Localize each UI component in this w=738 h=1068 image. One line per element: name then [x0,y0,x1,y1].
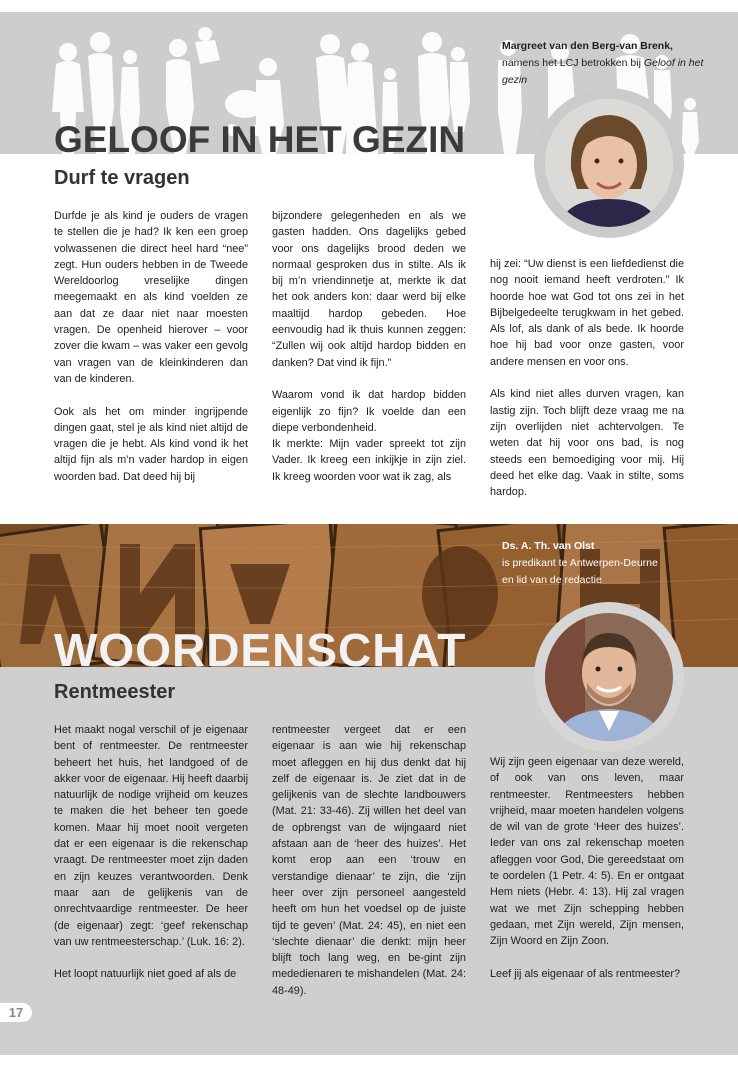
article-column-3 [490,256,684,500]
paragraph: Het loopt natuurlijk niet goed af als de [54,968,237,981]
page-number: 17 [0,1003,32,1022]
paragraph: bijzondere gelegenheden en als we gasten hadden. Ons dagelijks gebed voor ons dagelijks brood deden we normaal gesproken dus in stilte. Als ik bij m’n vriendinnetje at, merkte ik dat het ook anders kon: daar werd bij elke maaltijd hardop gebeden. Hoe eenvoudig had ik thuis kunnen zeggen: “Zullen wij ook altijd hardop bidden en danken? Dat vind ik fijn.” [272,210,466,369]
author-role: is predikant te Antwerpen-Deurne [502,557,658,569]
author-role-italic: Geloof in het gezin [502,57,704,86]
article-column-3 [490,754,684,982]
article-column-2 [272,722,466,999]
author-role: en lid van de redactie [502,574,602,586]
paragraph: rentmeester vergeet dat er een eigenaar is aan wie hij rekenschap moet afleggen en hij dus denkt dat hij zelf de eigenaar is. Je ziet dat in de gelijkenis van de slechte landbouwers (Mat. 21: 33-46). Zij willen het deel van de opbrengst van de wijngaard niet afstaan aan de ‘heer des huizes’. Het komt erop aan een ‘trouw en verstandige dienaar’ te zijn, die ‘zijn heer over zijn personeel aangesteld heeft om hun het voedsel op de juiste tijd te geven’ (Mat. 24: 45), en niet een ‘slechte dienaar’ die denkt: mijn heer blijft toch lang weg, en be-gint zijn mededienaren te mishandelen (Mat. 24: 48-49). [272,724,466,997]
section-title: WOORDENSCHAT [54,624,467,676]
section-subtitle: Durf te vragen [54,167,190,189]
author-name: Margreet van den Berg-van Brenk, [502,40,673,52]
author-portrait [545,613,673,741]
paragraph: Durfde je als kind je ouders de vragen te stellen die je had? Ik ken een groep volwassenen die direct heel hard “nee” zegt. Hun ouders hebben in de Tweede Wereldoorlog vreselijke dingen meegemaakt en als kind voelden ze aan dat ze daar niet naar moesten vragen. De openheid hierover – voor zover die kwam – was vaker een gevolg van vragen van de kleinkinderen dan van de kinderen. [54,210,248,385]
man-portrait-image [545,613,673,741]
article-column-2 [272,208,466,485]
author-name: Ds. A. Th. van Olst [502,540,595,552]
author-portrait [545,99,673,227]
section-subtitle: Rentmeester [54,681,176,703]
author-portrait-frame [534,88,684,238]
paragraph: hij zei: “Uw dienst is een liefdedienst die nog nooit iemand heeft verdroten.” Ik hoorde hoe wat God tot ons zei in het Bijbelgedeelte terugkwam in het gebed. Als lof, als dank of als bede. Ik hoorde hoe hij bad voor onze gasten, voor andere mensen en voor ons. [490,258,684,368]
paragraph: Ook als het om minder ingrijpende dingen gaat, stel je als kind niet altijd de vragen die je hebt. Als kind vond ik het altijd fijn als m’n vader hardop in eigen woorden bad. Dat deed hij bij [54,405,248,483]
paragraph: Het maakt nogal verschil of je eigenaar bent of rentmeester. De rentmeester beheert het huis, het landgoed of de akker voor de eigenaar. Hij heeft daarbij natuurlijk de nodige vrijheid om keuzes te maken die het beheer ten goede komen. Maar hij moet nooit vergeten dat er een eigenaar is die rekenschap vraagt. De rentmeester moet zijn daden en zijn keuzes verantwoorden. Denk maar aan de gelijkenis van de onrechtvaardige rentmeester. De heer (de eigenaar) zegt: ‘geef rekenschap van uw rentmeesterschap.’ (Luk. 16: 2). [54,724,248,948]
paragraph: Als kind niet alles durven vragen, kan lastig zijn. Toch blijft deze vraag me na zijn overlijden niet achtervolgen. Te weten dat hij voor ons bad, is nog steeds een bemoediging voor mij. Hij deed het elke dag. Vaak in stilte, soms hardop. [490,388,684,499]
paragraph: Waarom vond ik dat hardop bidden eigenlijk zo fijn? Ik voelde dan een diepe verbondenheid. [272,389,466,434]
author-portrait-frame [534,602,684,752]
section-title: GELOOF IN HET GEZIN [54,119,466,160]
paragraph: Wij zijn geen eigenaar van deze wereld, of ook van ons leven, maar rentmeester. Rentmeesters hebben vrijheid, maar moeten handelen volgens de wil van de grote ‘Heer des huizes’. Ieder van ons zal rekenschap moeten afleggen voor God, Die gereedstaat om te oordelen (1 Petr. 4: 5). En er ontgaat Hem niets (Hebr. 4: 13). Hij zal vragen wat we met Zijn schepping hebben gedaan, met Zijn wereld, Zijn mensen, Zijn Woord en Zijn Zoon. [490,756,684,948]
author-role: namens het LCJ betrokken bij [502,57,641,69]
woman-portrait-image [545,99,673,227]
author-caption [502,38,712,89]
author-caption [502,538,712,589]
article-column-1 [54,208,248,485]
paragraph: Ik merkte: Mijn vader spreekt tot zijn Vader. Ik kreeg een inkijkje in zijn ziel. Ik kreeg woorden voor wat ik zag, als [272,438,466,483]
paragraph: Leef jij als eigenaar of als rentmeester? [490,967,681,980]
article-column-1 [54,722,248,983]
